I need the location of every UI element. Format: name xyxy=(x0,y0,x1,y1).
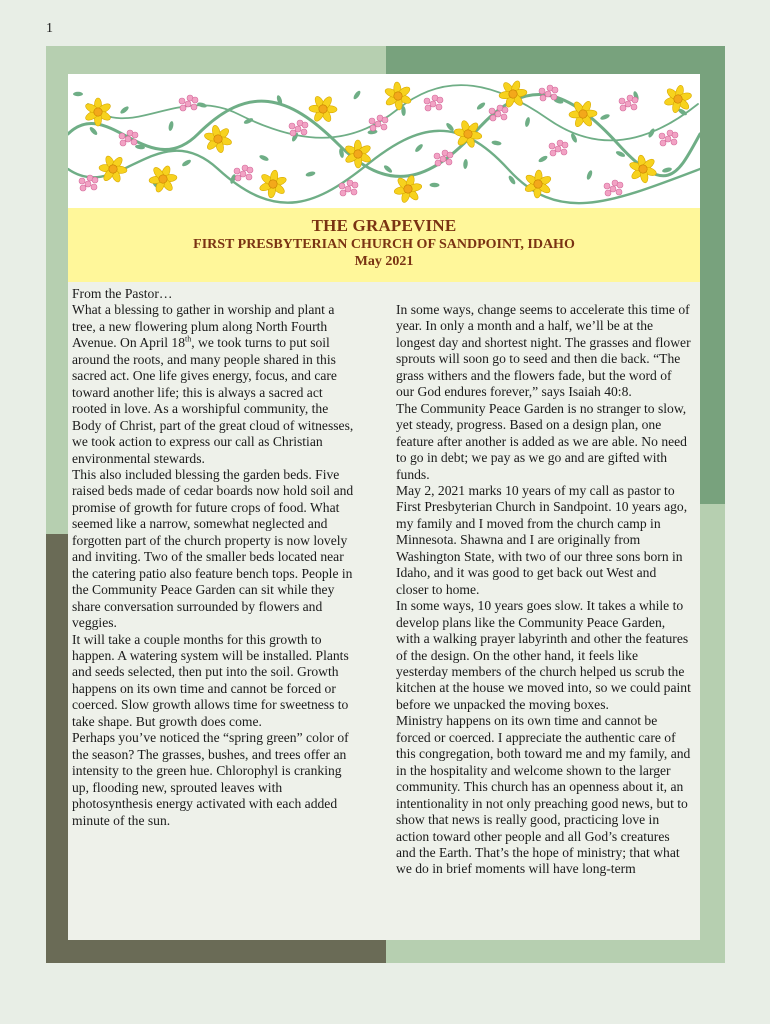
paragraph: Ministry happens on its own time and cannot be forced or coerced. I appreciate the authentic care of this congregation, both toward me and my family, and in the hospitality and welcome shown to the larger community. This church has an openness about it, an intentionality in not only preaching good news, but to show that news is really good, practicing love in action toward other people and all God’s creatures and the Earth. That’s the hope of ministry; that what we do in brief moments will have long-term xyxy=(396,713,691,877)
pink-blossom-icon xyxy=(549,140,568,156)
paragraph: The Community Peace Garden is no stranger to slow, yet steady, progress. Based on a design plan, one feature after another is added as we are able. No need to go in debt; we pay as we go and are gifted with funds. xyxy=(396,400,687,482)
paragraph: In some ways, change seems to accelerate this time of year. In only a month and a half, we’ll be at the longest day and shortest night. The grasses and flower sprouts will soon go to seed and then die back. “The grass withers and the flowers fade, but the word of our God endures forever,” says Isaiah 40:8. xyxy=(396,302,691,400)
daffodil-icon xyxy=(379,77,416,114)
article-body xyxy=(68,282,700,940)
issue-date: May 2021 xyxy=(354,254,414,269)
pink-blossom-icon xyxy=(289,120,308,136)
leaf-icon xyxy=(305,171,316,178)
paragraph: This also included blessing the garden beds. Five raised beds made of cedar boards now hold soil and promise of growth for future crops of food. What seemed like a narrow, somewhat neglected and forgotten part of the church property is now lovely and inviting. Two of the smaller beds located near the catering patio also feature bench tops. People in the Community Peace Garden can sit while they share conversation surrounded by flowers and veggies. xyxy=(72,466,354,631)
column-heading: From the Pastor… xyxy=(72,286,173,301)
leaf-icon xyxy=(168,121,174,132)
daffodil-icon xyxy=(84,98,112,126)
daffodil-icon xyxy=(309,95,338,124)
vine-icon xyxy=(68,74,700,208)
paragraph: Perhaps you’ve noticed the “spring green” color of the season? The grasses, bushes, and trees offer an intensity to the green hue. Chlorophyl is cranking up, flooding new, sprouted leaves with photosynthesis energy activated with each added minute of the sun. xyxy=(72,730,349,828)
pink-blossom-icon xyxy=(604,180,623,196)
daffodil-icon xyxy=(564,95,602,133)
leaf-icon xyxy=(73,92,83,96)
leaf-icon xyxy=(197,102,208,109)
masthead xyxy=(68,208,700,282)
leaf-icon xyxy=(88,126,98,136)
daffodil-icon xyxy=(661,82,696,117)
pink-blossom-icon xyxy=(79,175,98,191)
church-name: FIRST PRESBYTERIAN CHURCH OF SANDPOINT, IDAHO xyxy=(193,237,575,252)
leaf-icon xyxy=(181,159,192,168)
daffodil-icon xyxy=(98,154,129,185)
leaf-icon xyxy=(538,155,549,164)
pink-blossom-icon xyxy=(434,150,453,166)
leaf-icon xyxy=(352,90,361,101)
pink-blossom-icon xyxy=(619,95,638,111)
paragraph: In some ways, 10 years goes slow. It takes a while to develop plans like the Community Peace Garden, with a walking prayer labyrinth and other the features of the design. On the other hand, it feels like yesterday members of the church helped us scrub the kitchen at the house we moved into, so we could paint before we unpacked the moving boxes. xyxy=(396,598,691,712)
leaf-icon xyxy=(259,154,270,162)
daffodil-icon xyxy=(145,161,182,198)
page-number: 1 xyxy=(46,21,53,36)
leaf-icon xyxy=(600,113,611,121)
right-column xyxy=(396,302,692,878)
daffodil-icon xyxy=(339,135,377,173)
leaf-icon xyxy=(463,159,468,169)
leaf-icon xyxy=(119,105,130,115)
daffodil-icon xyxy=(198,119,237,158)
pink-blossom-icon xyxy=(489,105,508,121)
leaf-icon xyxy=(383,164,393,174)
left-column xyxy=(72,286,354,829)
pink-blossom-icon xyxy=(234,165,253,181)
paragraph: What a blessing to gather in worship and plant a tree, a new flowering plum along North Fourth Avenue. On April 18th, we took turns to put soil around the roots, and many people shared in this sacred act. One life gives energy, focus, and care toward another life; this is always a sacred act rooted in love. As a worshipful community, the Body of Christ, part of the great cloud of witnesses, we took action to express our call as Christian environmental stewards. xyxy=(72,302,354,466)
leaf-icon xyxy=(476,101,487,111)
paragraph: It will take a couple months for this growth to happen. A watering system will be installed. Plants and seeds selected, then put into the soil. Growth happens on its own time and cannot be forced or coerced. Slow growth allows time for sweetness to take shape. But growth does come. xyxy=(72,631,349,729)
pink-blossom-icon xyxy=(179,95,198,111)
leaf-icon xyxy=(586,170,594,181)
floral-banner xyxy=(68,74,700,208)
leaf-icon xyxy=(491,140,502,146)
daffodil-icon xyxy=(450,116,485,152)
leaf-icon xyxy=(524,117,531,128)
paragraph: May 2, 2021 marks 10 years of my call as pastor to First Presbyterian Church in Sandpoint. 10 years ago, my family and I moved from the church camp in Minnesota. Shawna and I are originally from Washington State, with two of our three sons born in Idaho, and it was good to get back out West and closer to home. xyxy=(396,482,688,597)
leaf-icon xyxy=(414,143,424,153)
leaf-icon xyxy=(429,183,439,188)
leaf-icon xyxy=(662,167,673,174)
newsletter-title: THE GRAPEVINE xyxy=(311,216,457,235)
daffodil-icon xyxy=(523,169,553,199)
pink-blossom-icon xyxy=(539,85,558,101)
pink-blossom-icon xyxy=(369,115,388,131)
pink-blossom-icon xyxy=(659,130,678,146)
vine-icon xyxy=(68,94,700,176)
pink-blossom-icon xyxy=(424,95,443,111)
